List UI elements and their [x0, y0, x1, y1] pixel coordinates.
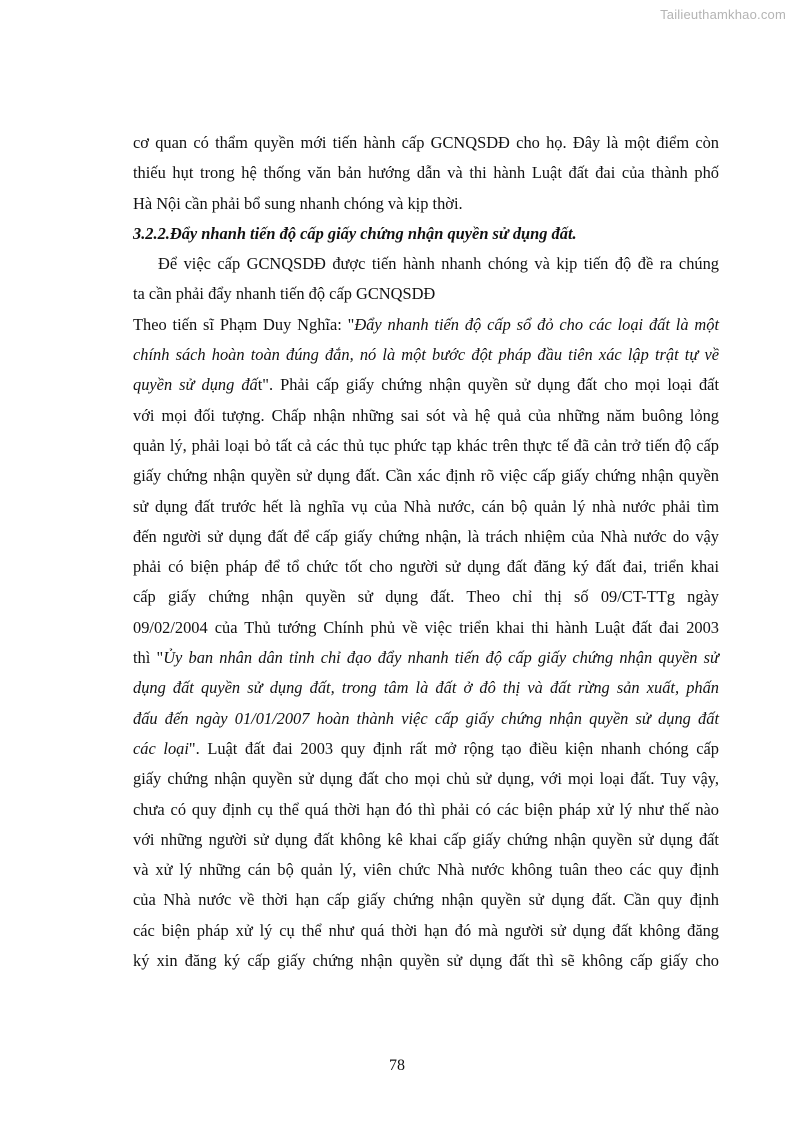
text-line [133, 673, 719, 703]
document-body [133, 128, 719, 976]
text-line: thiếu hụt trong hệ thống văn bản hướng dẫn và thi hành Luật đất đai của thành phố [133, 163, 719, 183]
quote-text: đấu đến ngày 01/01/2007 hoàn thành việc cấp giấy chứng nhận quyền sử dụng đất [133, 708, 719, 728]
text-line [133, 704, 719, 734]
section-heading: 3.2.2.Đẩy nhanh tiến độ cấp giấy chứng nhận quyền sử dụng đất. [133, 223, 577, 243]
text-line: giấy chứng nhận quyền sử dụng đất. Cần xác định rõ việc cấp giấy chứng nhận quyền [133, 466, 719, 486]
text-run: thì " [133, 648, 164, 668]
text-line: đến người sử dụng đất để cấp giấy chứng nhận, là trách nhiệm của Nhà nước do vậy [133, 526, 719, 546]
text-line: sử dụng đất trước hết là nghĩa vụ của Nhà nước, cán bộ quản lý nhà nước phải tìm [133, 496, 719, 516]
text-run: ". Luật đất đai 2003 quy định rất mở rộng tạo điều kiện nhanh chóng cấp [188, 738, 719, 758]
quote-text: Ủy ban nhân dân tỉnh chỉ đạo đẩy nhanh tiến độ cấp giấy chứng nhận quyền sử [163, 648, 719, 668]
text-line [133, 340, 719, 370]
page-number: 78 [389, 1057, 405, 1074]
text-line: chưa có quy định cụ thể quá thời hạn đó thì phải có các biện pháp xử lý như thế nào [133, 799, 719, 819]
text-line [133, 734, 719, 764]
text-line: phải có biện pháp để tổ chức tốt cho người sử dụng đất đăng ký đất đai, triển khai [133, 557, 719, 577]
text-line: quản lý, phải loại bỏ tất cả các thủ tục phức tạp khác trên thực tế đã cản trở tiến độ cấp [133, 435, 719, 455]
text-line: với mọi đối tượng. Chấp nhận những sai sót và hệ quả của những năm buông lỏng [133, 405, 719, 425]
text-line: các biện pháp xử lý cụ thể như quá thời hạn đó mà người sử dụng đất không đăng [133, 920, 719, 940]
text-line [133, 643, 719, 673]
text-line: Hà Nội cần phải bổ sung nhanh chóng và kịp thời. [133, 193, 463, 213]
text-line: ta cần phải đẩy nhanh tiến độ cấp GCNQSDĐ [133, 284, 436, 304]
text-line: cấp giấy chứng nhận quyền sử dụng đất. Theo chỉ thị số 09/CT-TTg ngày [133, 587, 719, 607]
watermark: Tailieuthamkhao.com [660, 7, 786, 22]
quote-text: dụng đất quyền sử dụng đất, trong tâm là đất ở đô thị và đất rừng sản xuất, phấn [133, 678, 719, 698]
text-run: Theo tiến sĩ Phạm Duy Nghĩa: " [133, 314, 355, 334]
text-line: ký xin đăng ký cấp giấy chứng nhận quyền sử dụng đất thì sẽ không cấp giấy cho [133, 951, 719, 971]
quote-text: chính sách hoàn toàn đúng đắn, nó là một bước đột pháp đầu tiên xác lập trật tự về [133, 345, 719, 365]
text-line [133, 370, 719, 400]
text-line: giấy chứng nhận quyền sử dụng đất cho mọi chủ sử dụng, với mọi loại đất. Tuy vậy, [133, 769, 719, 789]
text-run: t". Phải cấp giấy chứng nhận quyền sử dụng đất cho mọi loại đất [257, 375, 720, 395]
text-line: cơ quan có thẩm quyền mới tiến hành cấp GCNQSDĐ cho họ. Đây là một điểm còn [133, 133, 719, 152]
text-line: với những người sử dụng đất không kê khai cấp giấy chứng nhận quyền sử dụng đất [133, 829, 719, 849]
quote-text: các loại [133, 738, 189, 758]
text-line [133, 310, 719, 340]
text-line: và xử lý những cán bộ quản lý, viên chức Nhà nước không tuân theo các quy định [133, 860, 719, 880]
quote-text: Đẩy nhanh tiến độ cấp sổ đỏ cho các loại đất là một [354, 314, 719, 334]
text-line: Để việc cấp GCNQSDĐ được tiến hành nhanh chóng và kịp tiến độ đề ra chúng [158, 254, 719, 274]
text-line: 09/02/2004 của Thủ tướng Chính phủ về việc triển khai thi hành Luật đất đai 2003 [133, 617, 719, 637]
quote-text: quyền sử dụng đấ [133, 375, 258, 395]
text-line: của Nhà nước về thời hạn cấp giấy chứng nhận quyền sử dụng đất. Cần quy định [133, 890, 719, 910]
